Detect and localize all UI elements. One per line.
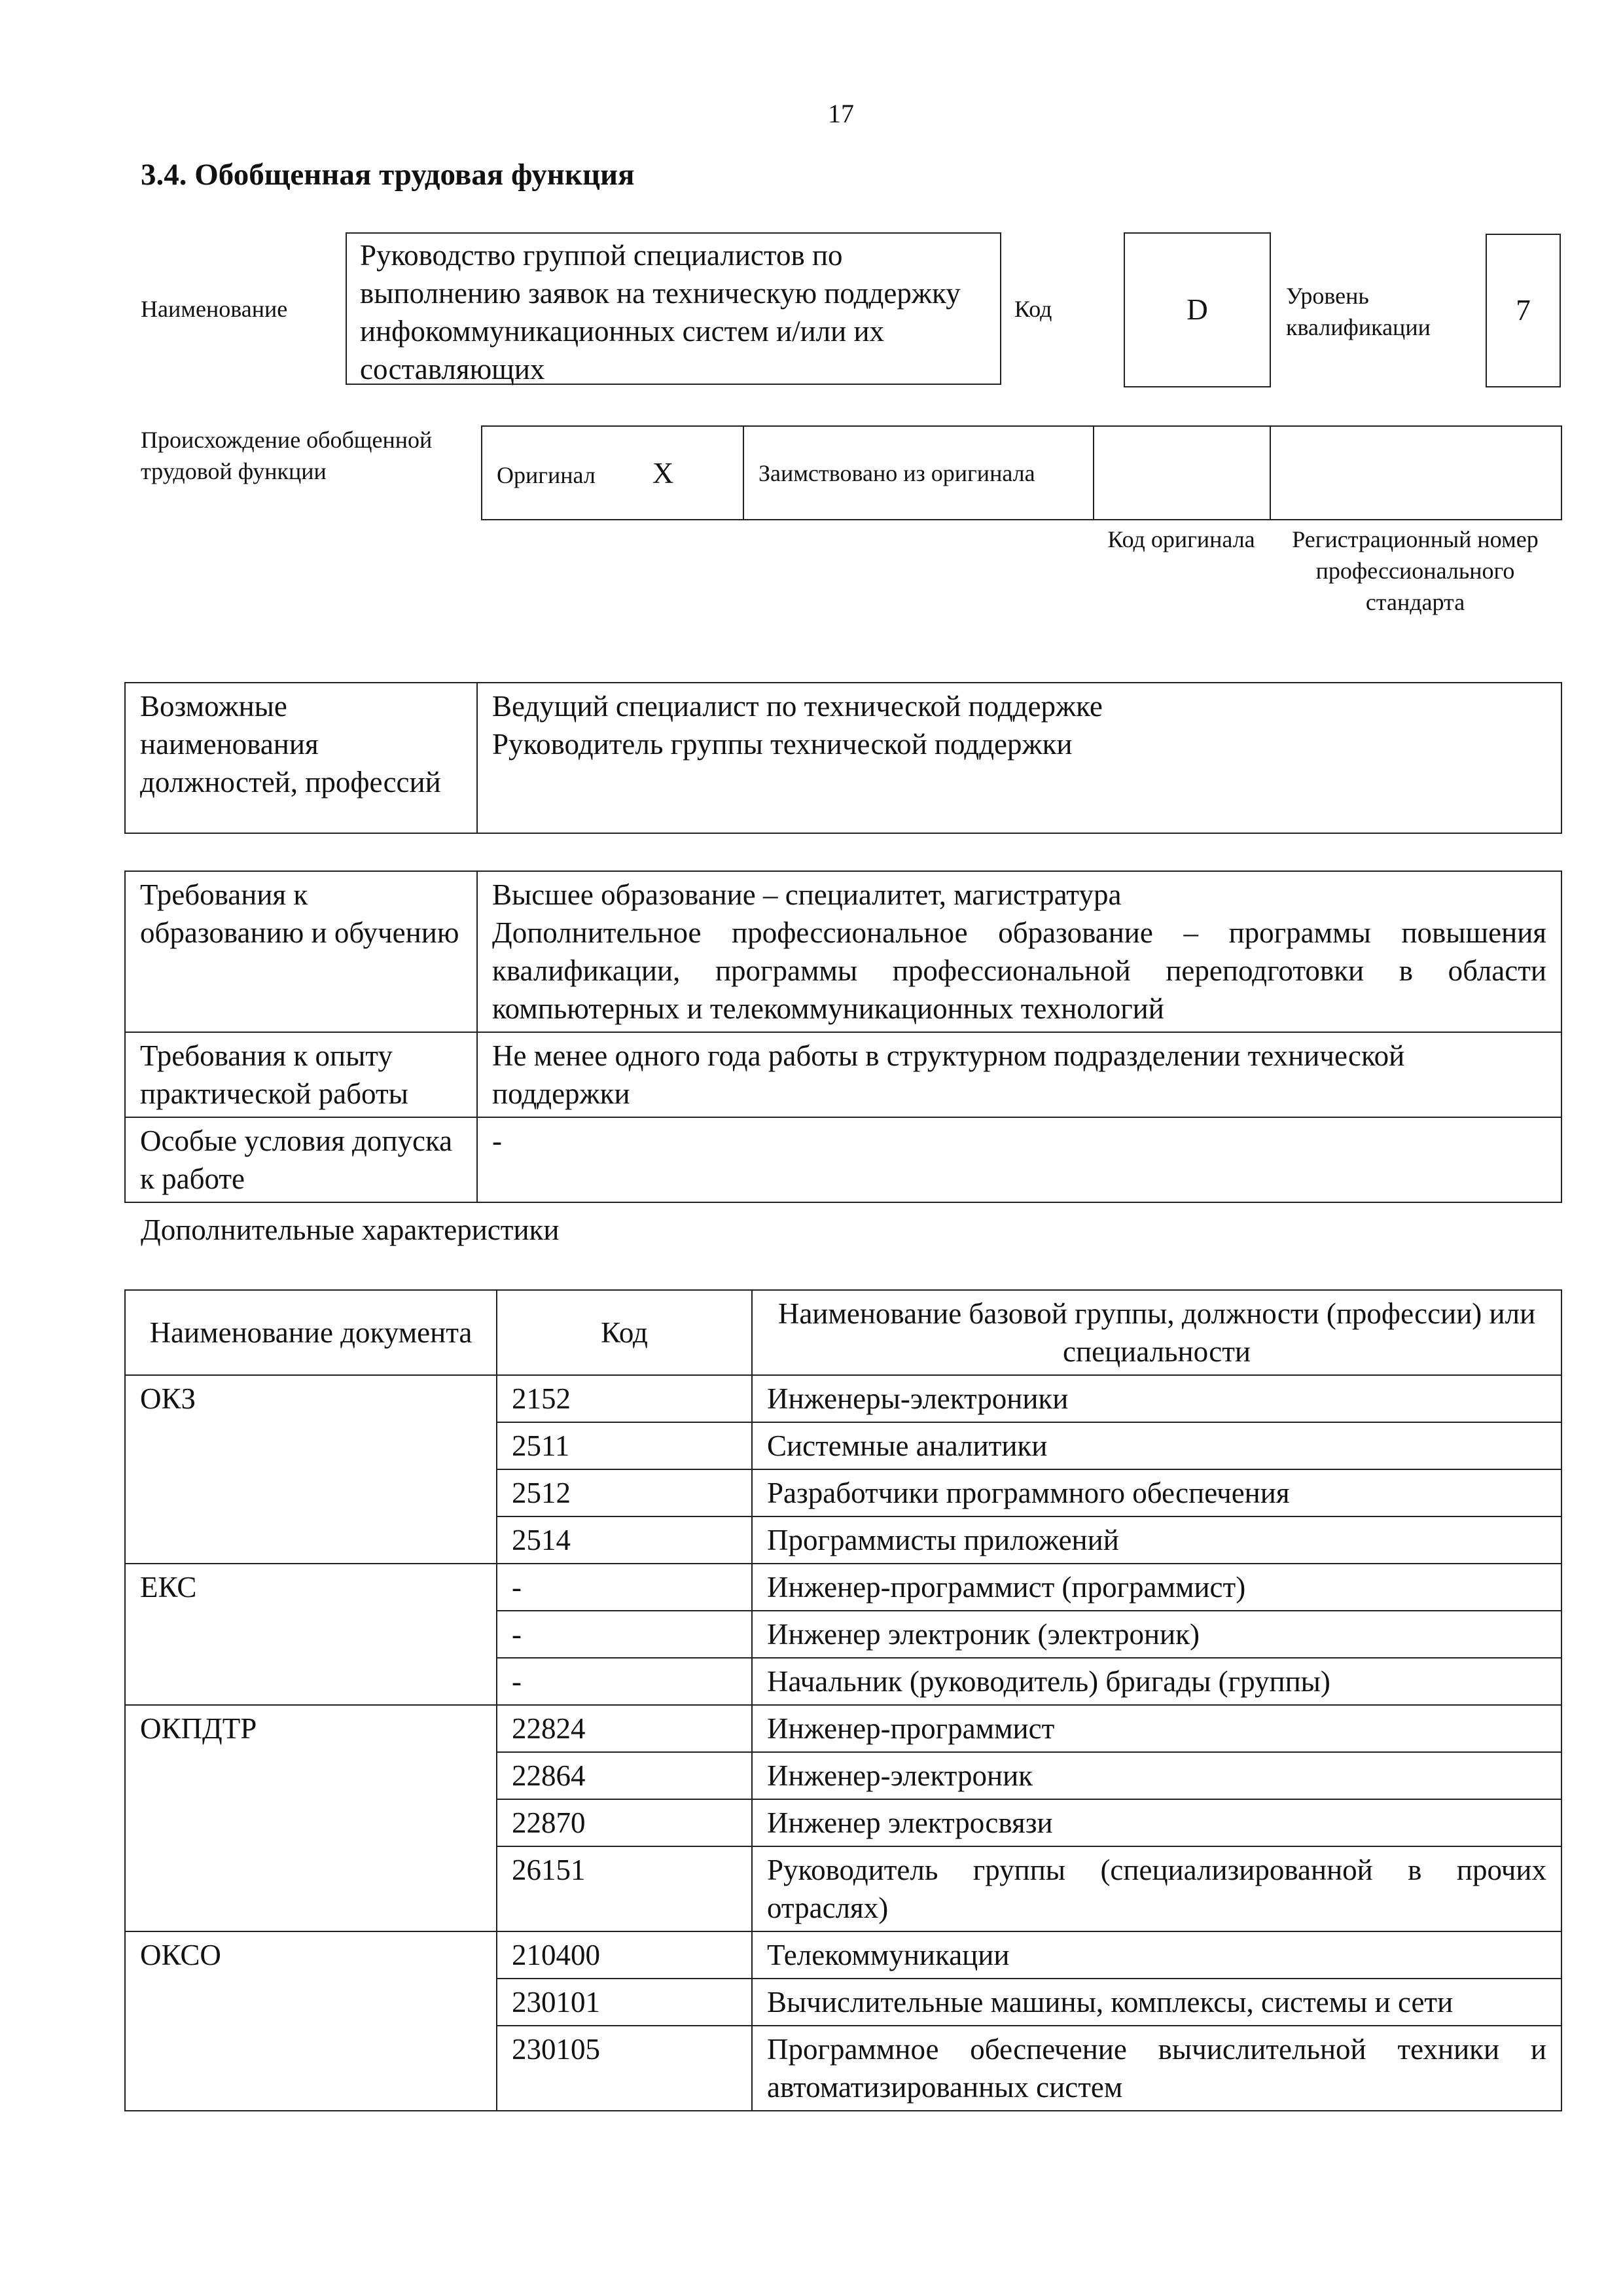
- code-cell: 22864: [497, 1752, 752, 1799]
- origin-code-caption: Код оригинала: [1107, 526, 1255, 552]
- name-cell: Инженер-программист: [752, 1705, 1561, 1752]
- page-number: 17: [828, 99, 854, 128]
- code-cell: 22870: [497, 1799, 752, 1846]
- qualification-level-box: [1486, 234, 1561, 387]
- origin-original-label: Оригинал: [497, 461, 596, 488]
- function-code-value: D: [1186, 293, 1208, 326]
- table-row: [125, 1375, 1561, 1422]
- origin-regnum-cell: [1270, 426, 1561, 520]
- document-cell: ЕКС: [125, 1564, 497, 1705]
- function-code-label: Код: [1014, 296, 1052, 322]
- header-document: Наименование документа: [125, 1290, 497, 1375]
- experience-value: Не менее одного года работы в структурном подразделении технической поддержки: [477, 1032, 1561, 1117]
- table-row: [125, 1564, 1561, 1611]
- positions-table: [124, 682, 1562, 834]
- additional-table-body: [125, 1375, 1561, 2111]
- name-cell: Телекоммуникации: [752, 1931, 1561, 1979]
- document-cell: ОКПДТР: [125, 1705, 497, 1931]
- name-cell: Руководитель группы (специализированной в прочих отраслях): [752, 1846, 1561, 1931]
- name-cell: Инженеры-электроники: [752, 1375, 1561, 1422]
- code-cell: -: [497, 1564, 752, 1611]
- code-cell: 2152: [497, 1375, 752, 1422]
- positions-label: Возможные наименования должностей, профессий: [125, 683, 477, 833]
- code-cell: 2512: [497, 1469, 752, 1516]
- additional-table: [124, 1289, 1562, 2111]
- document-cell: ОКЗ: [125, 1375, 497, 1564]
- origin-original-cell: [482, 426, 743, 520]
- origin-label: Происхождение обобщенной трудовой функции: [141, 427, 433, 484]
- code-cell: -: [497, 1658, 752, 1705]
- origin-code-cell: [1094, 426, 1270, 520]
- special-conditions-label: Особые условия допуска к работе: [125, 1117, 477, 1202]
- name-cell: Инженер электроник (электроник): [752, 1611, 1561, 1658]
- header-name: Наименование базовой группы, должности (профессии) или специальности: [752, 1290, 1561, 1375]
- position-item: Руководитель группы технической поддержки: [492, 728, 1073, 761]
- code-cell: -: [497, 1611, 752, 1658]
- table-row: [125, 1705, 1561, 1752]
- document-cell: ОКСО: [125, 1931, 497, 2111]
- function-name-box: [346, 232, 1001, 385]
- education-label: Требования к образованию и обучению: [125, 871, 477, 1032]
- name-cell: Начальник (руководитель) бригады (группы): [752, 1658, 1561, 1705]
- name-cell: Системные аналитики: [752, 1422, 1561, 1469]
- code-cell: 210400: [497, 1931, 752, 1979]
- function-name-value: Руководство группой специалистов по выполнению заявок на техническую поддержку инфокоммуникационных систем и/или их составляющих: [360, 239, 961, 386]
- position-item: Ведущий специалист по технической поддержке: [492, 690, 1103, 723]
- origin-original-mark: X: [652, 456, 674, 490]
- origin-borrowed-cell: [743, 426, 1094, 520]
- qualification-level-label: Уровень квалификации: [1286, 283, 1431, 340]
- code-cell: 22824: [497, 1705, 752, 1752]
- name-cell: Инженер-программист (программист): [752, 1564, 1561, 1611]
- section-title: 3.4. Обобщенная трудовая функция: [141, 158, 635, 192]
- name-cell: Разработчики программного обеспечения: [752, 1469, 1561, 1516]
- code-cell: 2511: [497, 1422, 752, 1469]
- name-cell: Программисты приложений: [752, 1516, 1561, 1564]
- additional-title: Дополнительные характеристики: [141, 1213, 560, 1246]
- requirements-table: [124, 870, 1562, 1203]
- origin-regnum-caption: Регистрационный номер профессионального стандарта: [1292, 526, 1539, 615]
- code-cell: 26151: [497, 1846, 752, 1931]
- education-values: [477, 871, 1561, 1032]
- qualification-level-value: 7: [1516, 294, 1531, 327]
- table-row: [125, 1931, 1561, 1979]
- origin-borrowed-label: Заимствовано из оригинала: [758, 459, 1035, 486]
- header-code: Код: [497, 1290, 752, 1375]
- experience-label: Требования к опыту практической работы: [125, 1032, 477, 1117]
- education-item: Дополнительное профессиональное образование – программы повышения квалификации, программы профессиональной переподготовки в области компьютерных и телекоммуникационных технологий: [492, 916, 1546, 1025]
- special-conditions-value: -: [477, 1117, 1561, 1202]
- name-cell: Программное обеспечение вычислительной техники и автоматизированных систем: [752, 2026, 1561, 2111]
- education-item: Высшее образование – специалитет, магистратура: [492, 878, 1122, 911]
- function-code-box: [1124, 232, 1271, 387]
- name-cell: Инженер-электроник: [752, 1752, 1561, 1799]
- code-cell: 230105: [497, 2026, 752, 2111]
- name-cell: Инженер электросвязи: [752, 1799, 1561, 1846]
- positions-values: [477, 683, 1561, 833]
- code-cell: 2514: [497, 1516, 752, 1564]
- origin-table: [481, 425, 1562, 520]
- name-cell: Вычислительные машины, комплексы, системы и сети: [752, 1979, 1561, 2026]
- code-cell: 230101: [497, 1979, 752, 2026]
- function-name-label: Наименование: [141, 296, 288, 322]
